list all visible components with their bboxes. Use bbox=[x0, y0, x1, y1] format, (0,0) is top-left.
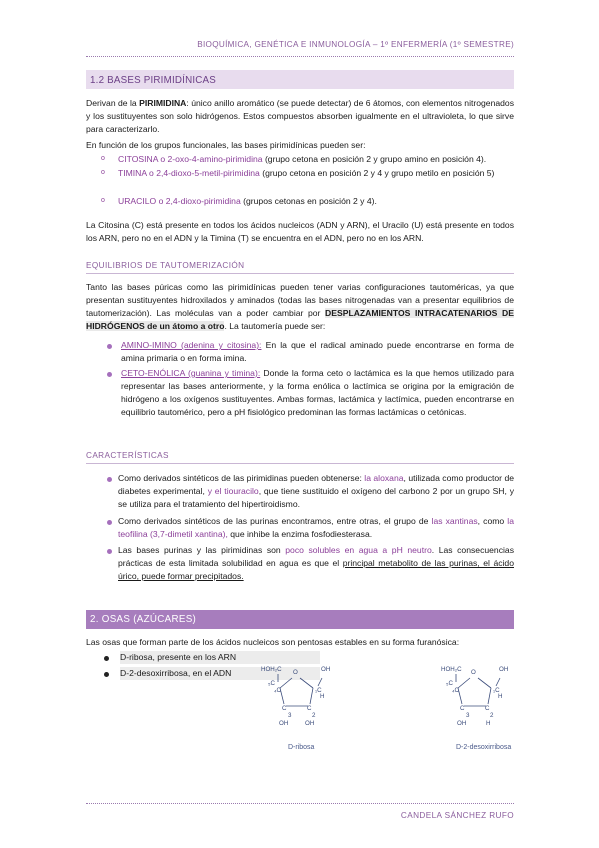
list-item-name: CETO-ENÓLICA (guanina y timina): bbox=[121, 368, 261, 378]
list-item: D-ribosa, presente en los ARN bbox=[120, 651, 320, 664]
section-band bbox=[86, 70, 514, 89]
oh2-label: OH bbox=[305, 720, 315, 727]
circle-bullet-icon: o bbox=[101, 169, 105, 176]
text-run-purple: poco solubles en agua a pH neutro bbox=[285, 545, 432, 555]
bond bbox=[496, 678, 500, 686]
text-run: Como derivados sintéticos de las purinas encontramos, entre otras, el grupo de bbox=[118, 516, 432, 526]
bond bbox=[280, 678, 292, 688]
bond bbox=[488, 688, 491, 704]
list-item bbox=[121, 339, 514, 365]
text-run: , que tiene sustituido el oxígeno del carbono 2 por un grupo SH, y se utiliza para el tratamiento del hipertiroidismo. bbox=[118, 486, 515, 509]
list-item bbox=[118, 472, 514, 511]
section-title: 1.2 BASES PIRIMIDÍNICAS bbox=[90, 75, 217, 86]
list-item-desc: (grupo cetona en posición 2 y 4 y grupo metilo en posición 5) bbox=[259, 168, 495, 178]
h-label: H bbox=[320, 693, 325, 700]
figure-caption: D-2-desoxirribosa bbox=[456, 744, 512, 751]
oh3-label: OH bbox=[279, 720, 289, 727]
c4-label: ₄C bbox=[274, 687, 281, 694]
text-run: . Las consecuencias prácticas de esta limitada solubilidad en agua es que el bbox=[118, 545, 514, 568]
running-header: BIOQUÍMICA, GENÉTICA E INMUNOLOGÍA – 1º ENFERMERÍA (1º SEMESTRE) bbox=[197, 40, 514, 49]
header-divider bbox=[86, 56, 514, 57]
list-item-desc: (grupo cetona en posición 2 y grupo amino en posición 4). bbox=[262, 154, 487, 164]
section-band bbox=[86, 610, 514, 629]
list-item-desc: Donde la forma ceto o lactámica es la que hemos utilizado para representar las bases anteriormente, y la forma enólica o lactímica se origina por la emigración de hidrógeno a los oxígenos sustituyentes. Ambas formas, lactámica y lactímica, pueden encontrarse en equilibrio tautomérico, pero a pH fisiológico predominan las formas lactámicas o cetónicas. bbox=[121, 368, 514, 417]
number-3: 3 bbox=[466, 712, 470, 719]
list-item bbox=[121, 367, 514, 419]
c5-label: ₅C bbox=[446, 680, 453, 687]
subsection-divider bbox=[86, 463, 514, 464]
figure-caption: D-ribosa bbox=[288, 744, 315, 751]
list-item-name: CITOSINA o 2-oxo-4-amino-pirimidina bbox=[118, 154, 263, 164]
bullet-icon bbox=[107, 372, 112, 377]
deoxyribose-structure bbox=[440, 660, 520, 754]
list-item-desc: En la que el radical aminado puede encontrarse en forma de amina primaria o en forma imina. bbox=[121, 340, 514, 363]
text-run-bold: PIRIMIDINA bbox=[139, 98, 187, 108]
section-title: 2. OSAS (AZÚCARES) bbox=[90, 614, 197, 625]
bond bbox=[310, 688, 313, 704]
oh-label: OH bbox=[499, 666, 509, 673]
text-run: Derivan de la bbox=[86, 98, 140, 108]
paragraph-presence: La Citosina (C) está presente en todos los ácidos nucleicos (ADN y ARN), el Uracilo (U) está presente en todos los ARN, pero no en el ADN y la Timina (T) se encuentra en el ADN, pero no en los ARN. bbox=[86, 220, 514, 243]
number-2: 2 bbox=[312, 712, 316, 719]
c2-label: C bbox=[485, 705, 490, 712]
paragraph-pirimidina bbox=[86, 97, 514, 136]
list-item bbox=[118, 515, 514, 541]
text-run: , utilizada como productor de diabetes experimental, bbox=[118, 473, 514, 496]
bullet-icon bbox=[107, 344, 112, 349]
text-run: , como bbox=[477, 516, 508, 526]
bond bbox=[318, 678, 322, 686]
hoch2-label: HOH₂C bbox=[261, 666, 282, 673]
list-item-name: URACILO o 2,4-dioxo-pirimidina bbox=[118, 196, 241, 206]
text-run-purple: y el tiouracilo bbox=[207, 486, 259, 496]
list-item bbox=[118, 195, 514, 208]
number-2: 2 bbox=[490, 712, 494, 719]
number-3: 3 bbox=[288, 712, 292, 719]
paragraph-osas: Las osas que forman parte de los ácidos nucleicos son pentosas estables en su forma furanósica: bbox=[86, 637, 460, 647]
bond bbox=[478, 678, 491, 688]
text-run: que inhibe la enzima fosfodiesterasa. bbox=[227, 529, 373, 539]
bullet-icon bbox=[107, 549, 112, 554]
bond bbox=[458, 678, 470, 688]
h2-label: H bbox=[486, 720, 491, 727]
list-item bbox=[118, 167, 514, 180]
paragraph-tautomeria bbox=[86, 281, 514, 333]
h-label: H bbox=[498, 693, 503, 700]
c5-label: ₅C bbox=[268, 680, 275, 687]
text-run: : único anillo aromático (se puede detectar) de 6 átomos, con elementos nitrogenados y los sustituyentes son solo hidrógenos. Estos compuestos absorben igualmente en el ultravioleta, lo que sirve para caracterizarlo. bbox=[86, 98, 514, 134]
bond bbox=[300, 678, 313, 688]
text-run-underlined: principal metabolito de las purinas, el ácido úrico, puede formar precipitados. bbox=[118, 558, 514, 581]
text-run: Como derivados sintéticos de las pirimidinas pueden obtenerse: bbox=[118, 473, 365, 483]
ribose-structure bbox=[258, 660, 358, 754]
c3-label: C bbox=[282, 705, 287, 712]
circle-bullet-icon: o bbox=[101, 197, 105, 204]
bullet-icon bbox=[104, 672, 109, 677]
list-item bbox=[118, 544, 514, 583]
c1-label: ₁C bbox=[493, 687, 500, 694]
text-run-purple: la aloxana bbox=[364, 473, 404, 483]
circle-bullet-icon: o bbox=[101, 155, 105, 162]
subsection-title: EQUILIBRIOS DE TAUTOMERIZACIÓN bbox=[86, 261, 245, 270]
bullet-icon bbox=[104, 656, 109, 661]
paragraph-intro-list: En función de los grupos funcionales, las bases pirimidínicas pueden ser: bbox=[86, 140, 366, 150]
text-run-purple: las xantinas bbox=[431, 516, 478, 526]
hoch2-label: HOH₂C bbox=[441, 666, 462, 673]
c1-label: ₁C bbox=[315, 687, 322, 694]
c4-label: ₄C bbox=[452, 687, 459, 694]
oh3-label: OH bbox=[457, 720, 467, 727]
oxygen-label: O bbox=[471, 669, 476, 676]
list-item-name: TIMINA o 2,4-dioxo-5-metil-pirimidina bbox=[118, 168, 260, 178]
footer-author: CANDELA SÁNCHEZ RUFO bbox=[400, 811, 514, 820]
bullet-icon bbox=[107, 520, 112, 525]
oxygen-label: O bbox=[293, 669, 298, 676]
bullet-icon bbox=[107, 477, 112, 482]
text-run: . La tautomería puede ser: bbox=[224, 321, 326, 331]
list-item-desc: (grupos cetonas en posición 2 y 4). bbox=[240, 196, 377, 206]
oh-label: OH bbox=[321, 666, 331, 673]
c2-label: C bbox=[307, 705, 312, 712]
text-run-purple: la teofilina (3,7-dimetil xantina), bbox=[118, 516, 514, 539]
subsection-title: CARACTERÍSTICAS bbox=[86, 451, 169, 460]
text-run-highlight: DESPLAZAMIENTOS INTRACATENARIOS DE HIDRÓGENOS de un átomo a otro bbox=[86, 308, 514, 331]
text-run: Las bases purinas y las pirimidinas son bbox=[118, 545, 286, 555]
list-item: D-2-desoxirribosa, en el ADN bbox=[120, 667, 320, 680]
text-run: Tanto las bases púricas como las pirimidínicas pueden tener varias configuraciones tautoméricas, ya que presentan sustituyentes hidroxilados y aminados (todas las bases nitrogenadas van a presentar equilibrios de tautomerización). Las moléculas van a poder cambiar por bbox=[86, 282, 514, 318]
list-item bbox=[118, 153, 514, 166]
list-item-name: AMINO-IMINO (adenina y citosina): bbox=[121, 340, 262, 350]
footer-divider bbox=[86, 803, 514, 804]
subsection-divider bbox=[86, 273, 514, 274]
c3-label: C bbox=[460, 705, 465, 712]
